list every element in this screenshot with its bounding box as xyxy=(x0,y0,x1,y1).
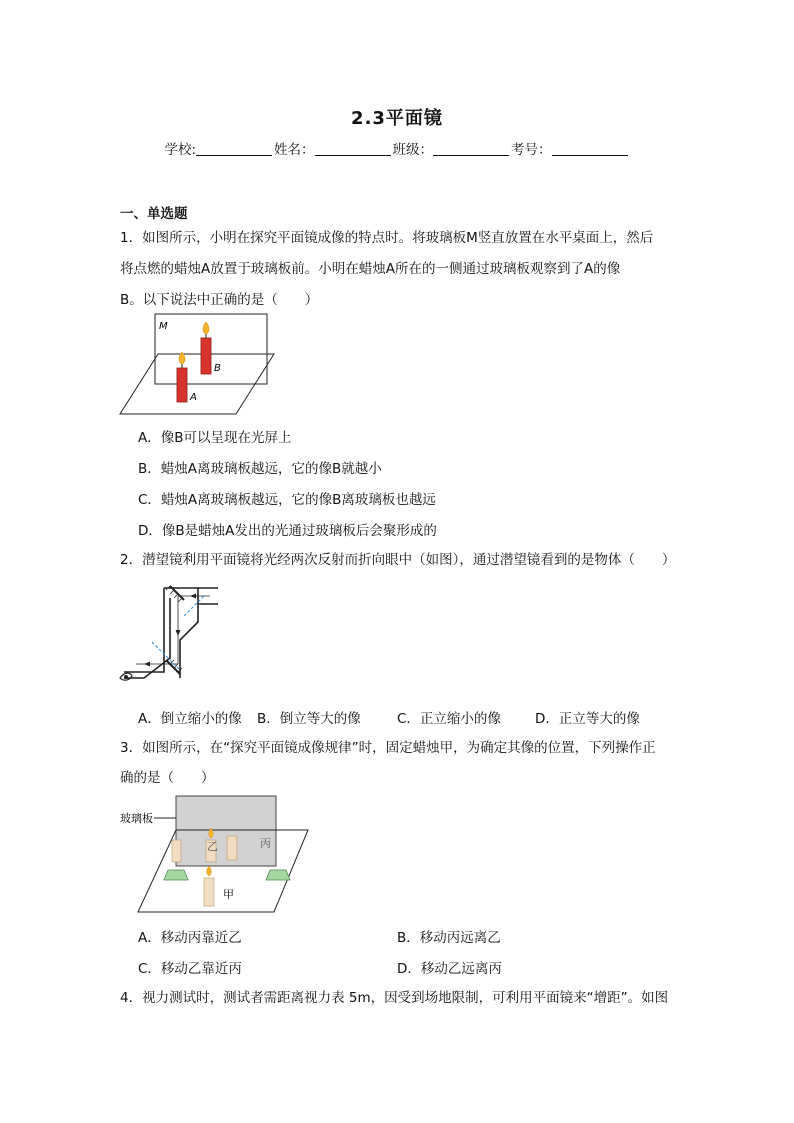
q3-option-c[interactable]: C．移动乙靠近丙 xyxy=(138,961,242,977)
name-blank[interactable] xyxy=(315,141,391,156)
class-label: 班级： xyxy=(392,142,434,158)
q2-option-a[interactable]: A．倒立缩小的像 xyxy=(138,711,242,727)
flame-jia-icon xyxy=(207,866,212,876)
q1-stem-line2: 将点燃的蜡烛A放置于玻璃板前。小明在蜡烛A所在的一侧通过玻璃板观察到了A的像 xyxy=(120,261,621,277)
q1-option-a[interactable]: A．像B可以呈现在光屏上 xyxy=(138,430,292,446)
q3-option-b[interactable]: B．移动丙远离乙 xyxy=(397,930,501,946)
q4-stem-line1: 4．视力测试时，测试者需距离视力表 5m，因受到场地限制，可利用平面镜来“增距”。如图 xyxy=(120,990,669,1006)
candle-bing-icon xyxy=(227,836,237,860)
school-label: 学校: xyxy=(164,142,197,158)
label-m: M xyxy=(159,321,168,332)
q1-stem-line1: 1．如图所示，小明在探究平面镜成像的特点时。将玻璃板M竖直放置在水平桌面上，然后 xyxy=(120,230,654,246)
q1-stem-line3: B。以下说法中正确的是（ ） xyxy=(120,292,319,308)
q2-option-c[interactable]: C．正立缩小的像 xyxy=(397,711,501,727)
q2-stem-line1: 2．潜望镜利用平面镜将光经两次反射而折向眼中（如图），通过潜望镜看到的是物体（ ） xyxy=(120,552,676,568)
q2-option-b[interactable]: B．倒立等大的像 xyxy=(257,711,361,727)
label-a: A xyxy=(190,392,197,403)
school-blank[interactable] xyxy=(196,141,272,156)
number-label: 考号： xyxy=(511,142,552,158)
q1-candle-figure xyxy=(118,312,278,418)
class-blank[interactable] xyxy=(433,141,509,156)
q3-stem-line2: 确的是（ ） xyxy=(120,770,215,786)
name-label: 姓名： xyxy=(274,142,315,158)
q3-stem-line1: 3．如图所示，在“探究平面镜成像规律”时，固定蜡烛甲，为确定其像的位置，下列操作正 xyxy=(120,740,656,756)
q3-option-a[interactable]: A．移动丙靠近乙 xyxy=(138,930,242,946)
page-title: 2.3平面镜 xyxy=(351,108,443,129)
section-heading: 一、单选题 xyxy=(120,206,188,222)
q3-glass-figure xyxy=(118,794,312,916)
candle-a-icon xyxy=(177,368,187,402)
glass-stand-right xyxy=(266,870,290,880)
q2-periscope-figure xyxy=(118,578,222,690)
number-blank[interactable] xyxy=(552,141,628,156)
q1-option-b[interactable]: B．蜡烛A离玻璃板越远，它的像B就越小 xyxy=(138,461,382,477)
label-b: B xyxy=(214,363,221,374)
q1-option-c[interactable]: C．蜡烛A离玻璃板越远，它的像B离玻璃板也越远 xyxy=(138,492,436,508)
label-glass: 玻璃板 xyxy=(120,812,153,825)
student-info-line xyxy=(0,138,794,158)
flame-b-icon xyxy=(203,322,209,334)
candle-yi-icon xyxy=(172,840,181,862)
q3-option-d[interactable]: D．移动乙远离丙 xyxy=(397,961,502,977)
candle-jia-icon xyxy=(204,878,214,906)
candle-b-icon xyxy=(201,338,211,374)
glass-stand-left xyxy=(164,870,188,880)
q1-option-d[interactable]: D．像B是蜡烛A发出的光通过玻璃板后会聚形成的 xyxy=(138,523,437,539)
q2-option-d[interactable]: D．正立等大的像 xyxy=(535,711,640,727)
label-bing: 丙 xyxy=(260,837,271,850)
label-yi: 乙 xyxy=(207,840,218,853)
label-jia: 甲 xyxy=(223,888,234,901)
